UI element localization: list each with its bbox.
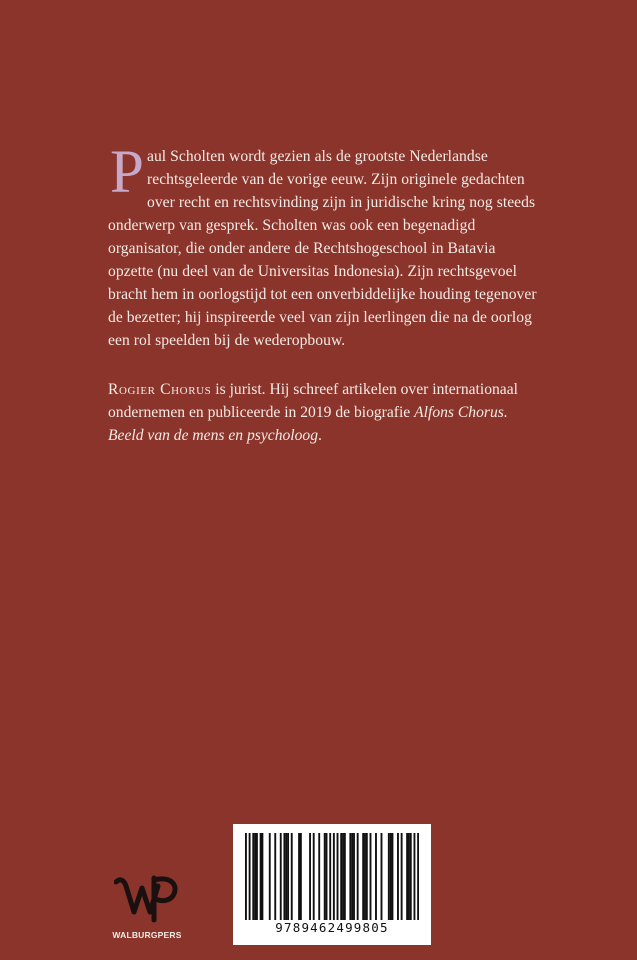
- biography-title: Alfons Chorus. Beeld van de mens en psycholoog: [108, 404, 508, 444]
- barcode-bar: [370, 833, 372, 920]
- barcode-bar: [274, 833, 276, 920]
- barcode-bar: [254, 833, 256, 920]
- barcode-bar: [313, 833, 315, 920]
- barcode-bar: [414, 833, 416, 920]
- blurb-text: aul Scholten wordt gezien als de grootste Nederlandse rechtsgeleerde van de vorige eeuw. Zijn originele gedachten over recht en rechtsvinding zijn in juridische kring nog steeds onderwerp van gesprek. Scholten was ook een begenadigd organisator, die onder andere de Rechtshogeschool in Batavia opzette (nu deel van de Universitas Indonesia). Zijn rechtsgevoel bracht hem in oorlogstijd tot een onverbiddelijke houding tegenover de bezetter; hij inspireerde veel van zijn leerlingen die na de oorlog een rol speelden bij de wederopbouw.: [108, 148, 537, 349]
- barcode-bar: [309, 833, 311, 920]
- barcode-bar: [298, 833, 300, 920]
- barcode-bar: [333, 833, 335, 920]
- barcode-bar: [291, 833, 293, 920]
- isbn-number: 9789462499805: [275, 920, 389, 935]
- barcode-bar: [362, 833, 364, 920]
- barcode-bar: [375, 833, 377, 920]
- barcode-bar: [287, 833, 289, 920]
- barcode-bar: [364, 833, 366, 920]
- barcode-bar: [390, 833, 392, 920]
- barcode-bar: [381, 833, 383, 920]
- author-bio-text: is jurist. Hij schreef artikelen over internationaal ondernemen en publiceerde in 2019 de biografie: [108, 381, 518, 421]
- barcode-bar: [357, 833, 359, 920]
- barcode-bar: [417, 833, 419, 920]
- barcode-bar: [351, 833, 353, 920]
- barcode-bar: [342, 833, 344, 920]
- barcode-bar: [401, 833, 403, 920]
- author-name: Rogier Chorus: [108, 381, 212, 398]
- barcode-bar: [300, 833, 302, 920]
- barcode-bar: [283, 833, 285, 920]
- barcode-bar: [353, 833, 355, 920]
- barcode-bar: [269, 833, 271, 920]
- barcode-bar: [340, 833, 342, 920]
- barcode-bar: [318, 833, 320, 920]
- isbn-barcode: [233, 824, 431, 945]
- barcode-bar: [349, 833, 351, 920]
- barcode-bar: [326, 833, 328, 920]
- author-bio-end: .: [318, 427, 322, 444]
- drop-cap: P: [110, 139, 144, 206]
- barcode-bar: [329, 833, 331, 920]
- author-bio: [108, 378, 538, 447]
- barcode-bar: [406, 833, 408, 920]
- barcode-bar: [252, 833, 254, 920]
- publisher-logo: [106, 872, 188, 944]
- barcode-bar: [388, 833, 390, 920]
- barcode-bar: [410, 833, 412, 920]
- barcode-bar: [408, 833, 410, 920]
- barcode-bar: [261, 833, 263, 920]
- barcode-bar: [256, 833, 258, 920]
- barcode-bar: [324, 833, 326, 920]
- barcode-bar: [285, 833, 287, 920]
- barcode-bar: [280, 833, 282, 920]
- barcode-bar: [260, 833, 262, 920]
- book-blurb: [108, 139, 538, 352]
- barcode-bar: [344, 833, 346, 920]
- barcode-bar: [249, 833, 251, 920]
- ean13-barcode-icon: [245, 833, 419, 920]
- barcode-bar: [337, 833, 339, 920]
- publisher-name: WALBURGPERS: [112, 930, 182, 940]
- barcode-bar: [392, 833, 394, 920]
- barcode-bar: [245, 833, 247, 920]
- barcode-bar: [397, 833, 399, 920]
- blurb-paragraph: [108, 139, 538, 352]
- wp-monogram-icon: [114, 872, 180, 924]
- barcode-bar: [366, 833, 368, 920]
